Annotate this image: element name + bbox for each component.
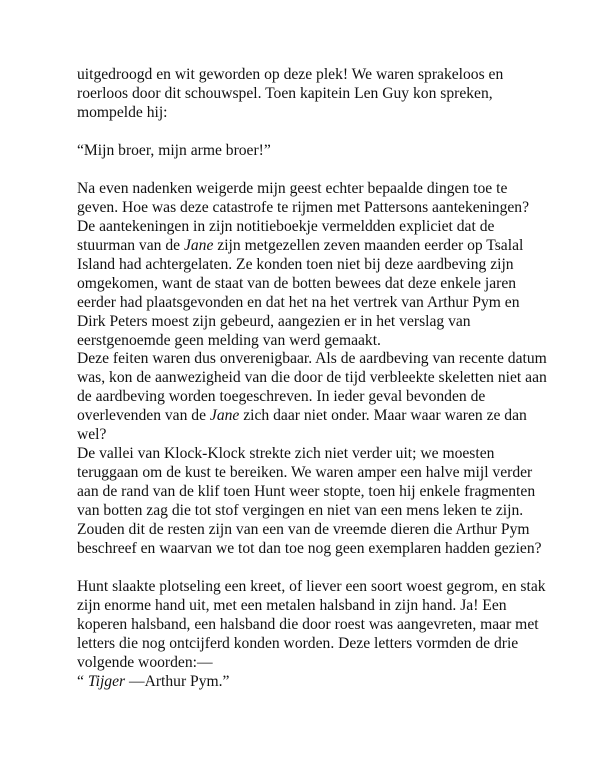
- paragraph-5: [77, 444, 547, 520]
- paragraph-4-text-a: Deze feiten waren dus onverenigbaar. Als de aardbeving van recente datum was, kon de aanwezigheid van die door de tijd verbleekte skeletten niet aan de aardbeving worden toegeschreven. In ieder geval bevonden de overlevenden van de: [77, 350, 547, 424]
- paragraph-2: [77, 141, 547, 160]
- paragraph-7: [77, 577, 547, 672]
- paragraph-2-text: “Mijn broer, mijn arme broer!”: [77, 142, 271, 159]
- ship-name-jane: Jane: [209, 407, 240, 424]
- collar-word-tijger: Tijger: [87, 673, 126, 690]
- paragraph-4-text-b: zich daar niet onder. Maar waar waren ze dan wel?: [77, 407, 527, 443]
- paragraph-5-text: De vallei van Klock-Klock strekte zich niet verder uit; we moesten teruggaan om de kust te bereiken. We waren amper een halve mijl verder aan de rand van de klif toen Hunt weer stopte, toen hij enkele fragmenten van botten zag die tot stof vergingen en niet van een mens leken te zijn.: [77, 445, 536, 519]
- paragraph-4: [77, 349, 547, 444]
- paragraph-3-text-b: zijn metgezellen zeven maanden eerder op Tsalal Island had achtergelaten. Ze konden toen niet bij deze aardbeving zijn omgekomen, want de staat van de botten bewees dat deze enkele jaren eerder had plaatsgevonden en dat het na het vertrek van Arthur Pym en Dirk Peters moest zijn gebeurd, aangezien er in het verslag van eerstgenoemde geen melding van werd gemaakt.: [77, 237, 524, 349]
- paragraph-7-text: Hunt slaakte plotseling een kreet, of liever een soort woest gegrom, en stak zijn enorme hand uit, met een metalen halsband in zijn hand. Ja! Een koperen halsband, een halsband die door roest was aangevreten, maar met letters die nog ontcijferd konden worden. Deze letters vormden de drie volgende woorden:—: [77, 578, 546, 671]
- paragraph-6: [77, 520, 547, 558]
- paragraph-1: [77, 65, 547, 122]
- paragraph-8: [77, 672, 547, 691]
- collar-name-arthur-pym: —Arthur Pym.”: [125, 673, 230, 690]
- paragraph-3-text-a: Na even nadenken weigerde mijn geest echter bepaalde dingen toe te geven. Hoe was deze catastrofe te rijmen met Pattersons aantekeningen? De aantekeningen in zijn notitieboekje vermeldden expliciet dat de stuurman van de: [77, 180, 530, 254]
- paragraph-3: [77, 179, 547, 350]
- ship-name-jane: Jane: [183, 237, 214, 254]
- paragraph-1-text: uitgedroogd en wit geworden op deze plek! We waren sprakeloos en roerloos door dit schouwspel. Toen kapitein Len Guy kon spreken, mompelde hij:: [77, 66, 504, 121]
- paragraph-6-text: Zouden dit de resten zijn van een van de vreemde dieren die Arthur Pym beschreef en waarvan we tot dan toe nog geen exemplaren hadden gezien?: [77, 521, 542, 557]
- quote-open: “: [77, 673, 88, 690]
